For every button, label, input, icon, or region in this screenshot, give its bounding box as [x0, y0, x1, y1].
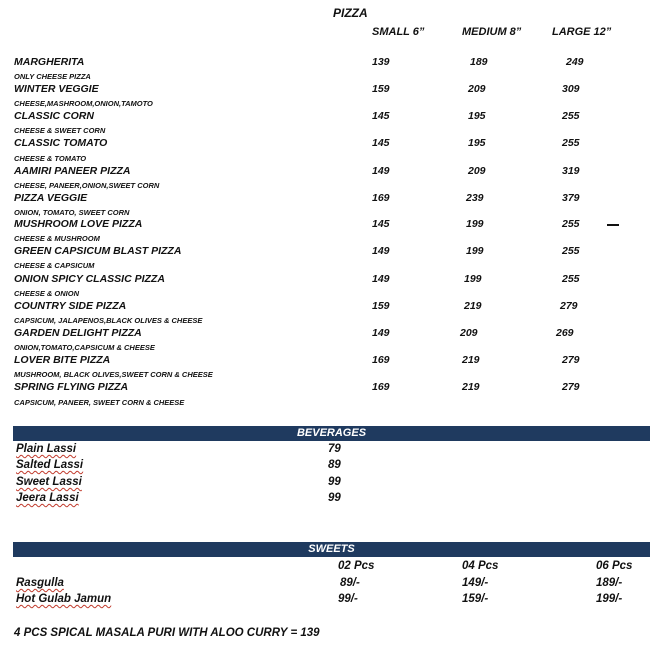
- pizza-name: MARGHERITA: [14, 56, 85, 68]
- beverage-name: Jeera Lassi: [16, 492, 79, 504]
- pizza-price-medium: 209: [460, 327, 478, 339]
- pizza-desc: CHEESE & CAPSICUM: [14, 261, 95, 270]
- pizza-name: AAMIRI PANEER PIZZA: [14, 165, 131, 177]
- pizza-price-large: 279: [560, 300, 578, 312]
- pizza-price-medium: 199: [464, 273, 482, 285]
- pizza-price-small: 149: [372, 245, 390, 257]
- sweet-price-6pcs: 189/-: [596, 577, 623, 589]
- pizza-title: PIZZA: [333, 6, 368, 20]
- pizza-name: GREEN CAPSICUM BLAST PIZZA: [14, 245, 182, 257]
- beverage-price: 99: [328, 476, 341, 488]
- pizza-price-large: 255: [562, 110, 580, 122]
- pizza-desc: CAPSICUM, JALAPENOS,BLACK OLIVES & CHEESE: [14, 316, 203, 325]
- sweets-col-2pcs: 02 Pcs: [338, 560, 375, 572]
- pizza-desc: CHEESE,MASHROOM,ONION,TAMOTO: [14, 99, 153, 108]
- pizza-name: COUNTRY SIDE PIZZA: [14, 300, 127, 312]
- pizza-price-large: 255: [562, 273, 580, 285]
- pizza-price-small: 145: [372, 110, 390, 122]
- pizza-price-medium: 189: [470, 56, 488, 68]
- pizza-col-small: SMALL 6”: [372, 26, 425, 38]
- pizza-price-small: 159: [372, 300, 390, 312]
- pizza-price-large: 279: [562, 354, 580, 366]
- beverage-name: Sweet Lassi: [16, 476, 82, 488]
- pizza-price-small: 145: [372, 137, 390, 149]
- pizza-price-small: 169: [372, 192, 390, 204]
- beverage-name: Salted Lassi: [16, 459, 84, 471]
- sweet-price-2pcs: 89/-: [340, 577, 360, 589]
- pizza-desc: MUSHROOM, BLACK OLIVES,SWEET CORN & CHEESE: [14, 370, 213, 379]
- pizza-price-small: 139: [372, 56, 390, 68]
- sweets-col-4pcs: 04 Pcs: [462, 560, 499, 572]
- pizza-name: CLASSIC TOMATO: [14, 137, 108, 149]
- pizza-price-large: 255: [562, 218, 580, 230]
- pizza-price-large: 309: [562, 83, 580, 95]
- pizza-desc: CHEESE & ONION: [14, 289, 80, 298]
- pizza-name: GARDEN DELIGHT PIZZA: [14, 327, 142, 339]
- sweets-header: SWEETS: [13, 542, 650, 557]
- pizza-price-medium: 195: [468, 110, 486, 122]
- pizza-desc: CAPSICUM, PANEER, SWEET CORN & CHEESE: [14, 398, 185, 407]
- beverage-name: Plain Lassi: [16, 443, 77, 455]
- pizza-price-large: 379: [562, 192, 580, 204]
- pizza-price-small: 149: [372, 165, 390, 177]
- pizza-price-small: 145: [372, 218, 390, 230]
- pizza-price-medium: 195: [468, 137, 486, 149]
- pizza-col-large: LARGE 12”: [552, 26, 612, 38]
- pizza-name: PIZZA VEGGIE: [14, 192, 88, 204]
- pizza-name: CLASSIC CORN: [14, 110, 94, 122]
- sweet-price-4pcs: 159/-: [462, 593, 489, 605]
- pizza-price-medium: 209: [468, 83, 486, 95]
- pizza-desc: CHEESE & SWEET CORN: [14, 126, 106, 135]
- sweet-name: Rasgulla: [16, 577, 64, 589]
- sweets-col-6pcs: 06 Pcs: [596, 560, 633, 572]
- pizza-desc: CHEESE, PANEER,ONION,SWEET CORN: [14, 181, 160, 190]
- pizza-price-large: 249: [566, 56, 584, 68]
- pizza-price-small: 169: [372, 381, 390, 393]
- beverages-header: BEVERAGES: [13, 426, 650, 441]
- pizza-desc: CHEESE & MUSHROOM: [14, 234, 100, 243]
- pizza-price-medium: 219: [464, 300, 482, 312]
- sweet-price-2pcs: 99/-: [338, 593, 358, 605]
- pizza-col-medium: MEDIUM 8”: [462, 26, 522, 38]
- pizza-price-small: 149: [372, 273, 390, 285]
- sweet-price-6pcs: 199/-: [596, 593, 623, 605]
- pizza-desc: ONLY CHEESE PIZZA: [14, 72, 91, 81]
- beverage-price: 79: [328, 443, 341, 455]
- pizza-price-medium: 219: [462, 354, 480, 366]
- pizza-name: LOVER BITE PIZZA: [14, 354, 111, 366]
- pizza-price-large: 279: [562, 381, 580, 393]
- beverage-price: 89: [328, 459, 341, 471]
- pizza-name: SPRING FLYING PIZZA: [14, 381, 129, 393]
- pizza-name: ONION SPICY CLASSIC PIZZA: [14, 273, 165, 285]
- pizza-price-large: 319: [562, 165, 580, 177]
- pizza-price-small: 149: [372, 327, 390, 339]
- pizza-price-large: 255: [562, 137, 580, 149]
- pizza-desc: ONION, TOMATO, SWEET CORN: [14, 208, 130, 217]
- pizza-price-medium: 219: [462, 381, 480, 393]
- beverage-price: 99: [328, 492, 341, 504]
- footer-note: 4 PCS SPICAL MASALA PURI WITH ALOO CURRY = 139: [14, 627, 320, 639]
- pizza-price-large: 269: [556, 327, 574, 339]
- pizza-name: MUSHROOM LOVE PIZZA: [14, 218, 143, 230]
- pizza-desc: CHEESE & TOMATO: [14, 154, 87, 163]
- pizza-price-medium: 199: [466, 245, 484, 257]
- sweet-name: Hot Gulab Jamun: [16, 593, 112, 605]
- pizza-price-small: 169: [372, 354, 390, 366]
- sweet-price-4pcs: 149/-: [462, 577, 489, 589]
- pizza-price-medium: 199: [466, 218, 484, 230]
- pizza-price-medium: 209: [468, 165, 486, 177]
- pizza-name: WINTER VEGGIE: [14, 83, 99, 95]
- pizza-desc: ONION,TOMATO,CAPSICUM & CHEESE: [14, 343, 155, 352]
- pizza-price-medium: 239: [466, 192, 484, 204]
- pizza-price-large: 255: [562, 245, 580, 257]
- dash-mark: [607, 224, 619, 226]
- pizza-price-small: 159: [372, 83, 390, 95]
